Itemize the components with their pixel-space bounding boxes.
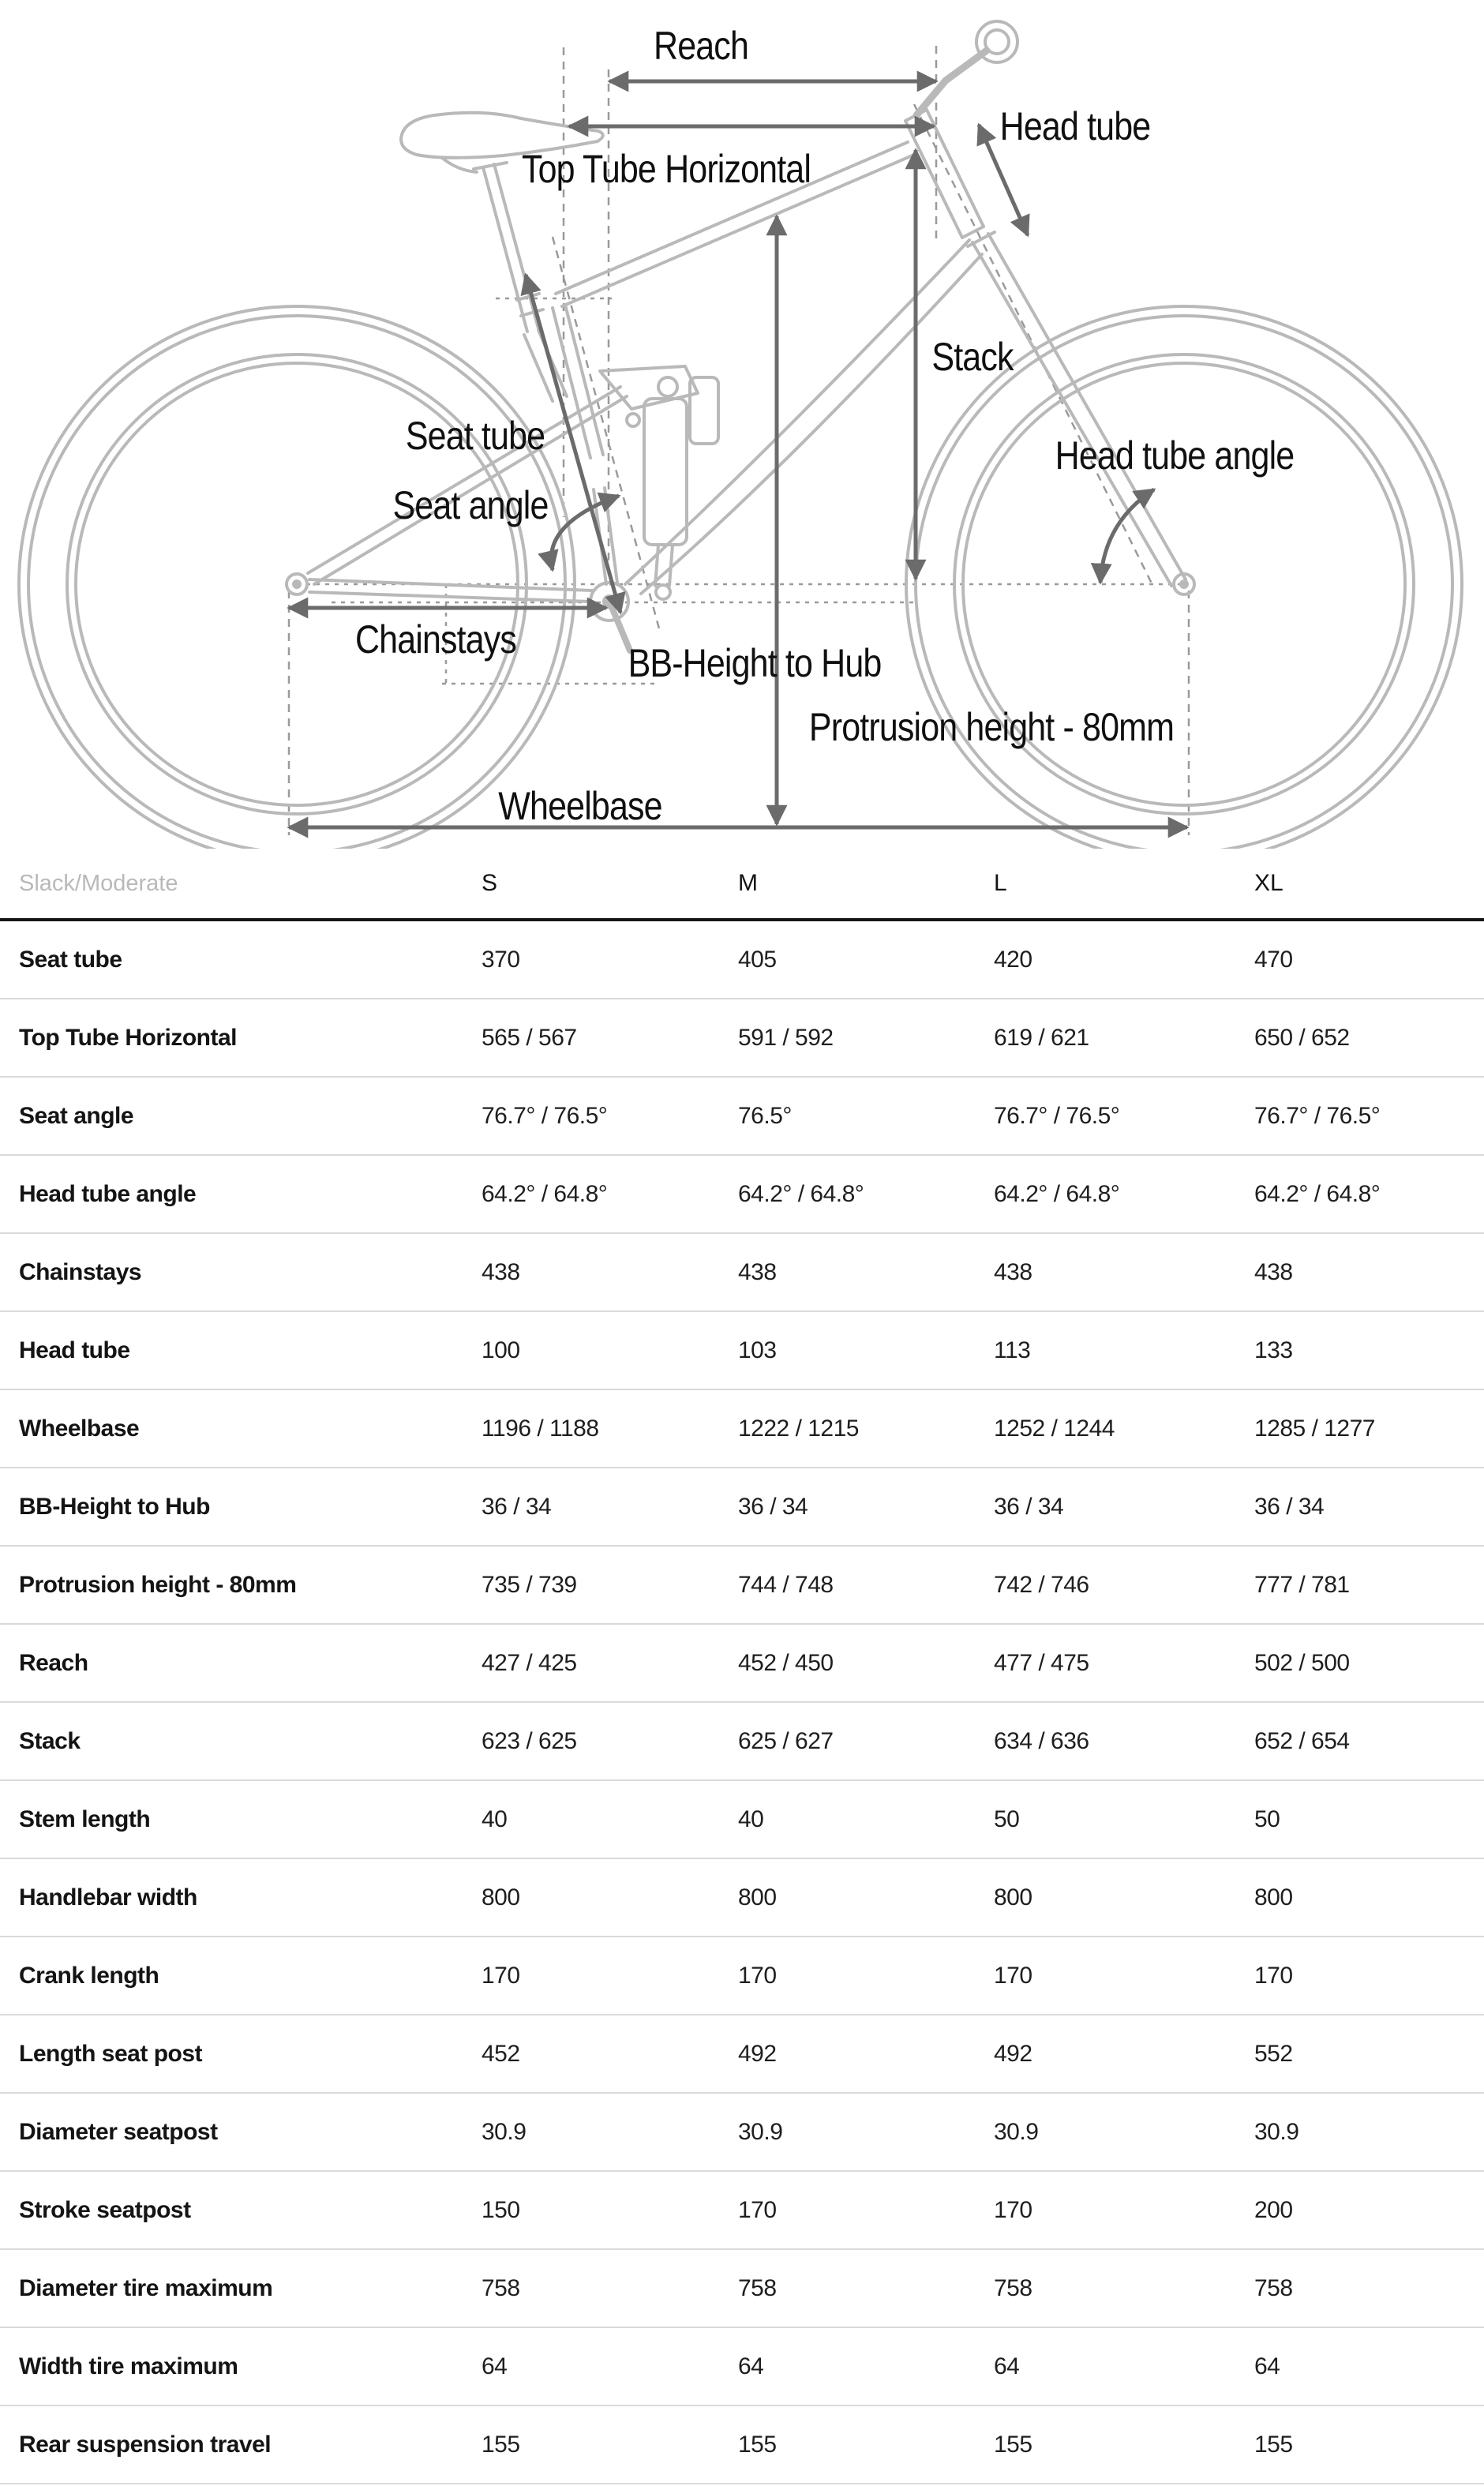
row-value-l: 800 [994,1884,1032,1910]
bike-geometry-diagram [0,0,1484,849]
row-label: Head tube [19,1337,130,1363]
row-label: Wheelbase [19,1415,140,1442]
row-value-s: 170 [482,1962,520,1989]
row-value-l: 438 [994,1258,1032,1285]
row-value-m: 758 [738,2274,777,2301]
table-row [0,1156,1484,1234]
table-row [0,921,1484,999]
row-label: Protrusion height - 80mm [19,1571,297,1598]
row-value-s: 623 / 625 [482,1727,577,1754]
row-label: Stroke seatpost [19,2196,191,2223]
row-value-s: 76.7° / 76.5° [482,1102,608,1129]
table-row [0,2250,1484,2328]
row-value-l: 36 / 34 [994,1493,1064,1520]
row-value-m: 170 [738,1962,777,1989]
row-value-m: 800 [738,1884,777,1910]
row-value-xl: 470 [1254,946,1293,973]
row-label: Seat angle [19,1102,134,1129]
row-value-s: 452 [482,2040,520,2067]
table-row [0,1078,1484,1156]
row-value-s: 370 [482,946,520,973]
row-value-s: 438 [482,1258,520,1285]
row-value-m: 170 [738,2196,777,2223]
table-row [0,1781,1484,1859]
row-value-l: 619 / 621 [994,1024,1089,1051]
row-label: Top Tube Horizontal [19,1024,238,1051]
row-value-s: 64 [482,2353,508,2379]
row-value-l: 113 [994,1337,1031,1363]
row-value-m: 76.5° [738,1102,792,1129]
row-value-xl: 650 / 652 [1254,1024,1350,1051]
row-value-m: 438 [738,1258,777,1285]
row-value-m: 64.2° / 64.8° [738,1180,864,1207]
row-value-m: 591 / 592 [738,1024,834,1051]
label-seat-tube: Seat tube [405,414,545,458]
row-value-xl: 552 [1254,2040,1293,2067]
row-value-l: 742 / 746 [994,1571,1089,1598]
row-value-m: 625 / 627 [738,1727,834,1754]
row-value-m: 452 / 450 [738,1649,834,1676]
row-value-s: 1196 / 1188 [482,1415,599,1442]
table-header-row [0,849,1484,921]
row-value-m: 492 [738,2040,777,2067]
row-value-s: 565 / 567 [482,1024,577,1051]
table-header-variant: Slack/Moderate [19,870,178,896]
row-value-s: 36 / 34 [482,1493,552,1520]
row-value-l: 492 [994,2040,1032,2067]
row-value-m: 405 [738,946,777,973]
row-value-l: 50 [994,1805,1020,1832]
size-column-header-l: L [994,870,1007,896]
row-value-xl: 133 [1254,1337,1293,1363]
table-row [0,2172,1484,2250]
row-label: Width tire maximum [19,2353,238,2379]
row-label: Diameter seatpost [19,2118,218,2145]
row-value-m: 103 [738,1337,777,1363]
label-wheelbase: Wheelbase [498,784,662,828]
head-tube-angle-arc [1100,489,1154,583]
row-value-l: 155 [994,2431,1032,2458]
row-value-l: 30.9 [994,2118,1039,2145]
row-value-m: 30.9 [738,2118,783,2145]
row-label: Chainstays [19,1258,142,1285]
row-value-xl: 758 [1254,2274,1293,2301]
row-value-m: 1222 / 1215 [738,1415,859,1442]
row-value-s: 150 [482,2196,520,2223]
row-value-l: 420 [994,946,1032,973]
label-protrusion-height: Protrusion height - 80mm [808,705,1175,749]
row-label: Handlebar width [19,1884,197,1910]
row-value-xl: 1285 / 1277 [1254,1415,1375,1442]
row-value-s: 40 [482,1805,508,1832]
row-value-xl: 30.9 [1254,2118,1299,2145]
row-value-m: 40 [738,1805,764,1832]
table-row [0,1547,1484,1625]
row-value-xl: 155 [1254,2431,1293,2458]
row-value-xl: 36 / 34 [1254,1493,1325,1520]
table-row [0,1468,1484,1547]
row-label: Reach [19,1649,88,1676]
row-value-xl: 777 / 781 [1254,1571,1350,1598]
row-value-l: 477 / 475 [994,1649,1089,1676]
row-value-m: 36 / 34 [738,1493,808,1520]
label-reach: Reach [654,24,748,68]
row-value-l: 170 [994,2196,1032,2223]
row-value-l: 170 [994,1962,1032,1989]
table-row [0,1312,1484,1390]
row-value-l: 1252 / 1244 [994,1415,1115,1442]
row-label: Crank length [19,1962,159,1989]
table-body [0,921,1484,2484]
size-column-header-s: S [482,870,498,896]
row-value-s: 758 [482,2274,520,2301]
row-value-s: 427 / 425 [482,1649,577,1676]
row-value-l: 76.7° / 76.5° [994,1102,1120,1129]
table-row [0,1703,1484,1781]
row-value-xl: 64.2° / 64.8° [1254,1180,1381,1207]
label-seat-angle: Seat angle [392,483,549,527]
row-value-xl: 800 [1254,1884,1293,1910]
row-value-s: 30.9 [482,2118,527,2145]
bike-line-drawing [0,0,1484,849]
row-value-xl: 76.7° / 76.5° [1254,1102,1381,1129]
row-value-l: 64 [994,2353,1020,2379]
row-value-xl: 200 [1254,2196,1293,2223]
table-row [0,2094,1484,2172]
table-row [0,1234,1484,1312]
row-value-m: 155 [738,2431,777,2458]
row-value-xl: 50 [1254,1805,1280,1832]
label-chainstays: Chainstays [354,617,517,662]
row-label: BB-Height to Hub [19,1493,210,1520]
label-bb-height: BB-Height to Hub [628,641,882,685]
table-row [0,1625,1484,1703]
row-value-xl: 170 [1254,1962,1293,1989]
row-label: Stem length [19,1805,151,1832]
row-value-s: 735 / 739 [482,1571,577,1598]
row-value-xl: 502 / 500 [1254,1649,1350,1676]
row-value-m: 744 / 748 [738,1571,834,1598]
geometry-table [0,849,1484,2484]
table-row [0,1859,1484,1937]
row-label: Rear suspension travel [19,2431,272,2458]
table-row [0,1390,1484,1468]
table-row [0,2015,1484,2094]
table-row [0,2406,1484,2484]
label-head-tube-angle: Head tube angle [1055,433,1295,478]
row-label: Diameter tire maximum [19,2274,273,2301]
row-value-s: 155 [482,2431,520,2458]
row-value-s: 64.2° / 64.8° [482,1180,608,1207]
row-value-xl: 438 [1254,1258,1293,1285]
table-row [0,2328,1484,2406]
row-value-l: 758 [994,2274,1032,2301]
row-value-s: 800 [482,1884,520,1910]
row-label: Length seat post [19,2040,203,2067]
row-label: Seat tube [19,946,122,973]
row-label: Head tube angle [19,1180,197,1207]
row-value-s: 100 [482,1337,520,1363]
size-column-header-xl: XL [1254,870,1284,896]
row-label: Stack [19,1727,81,1754]
row-value-l: 634 / 636 [994,1727,1089,1754]
row-value-xl: 652 / 654 [1254,1727,1350,1754]
table-row [0,1937,1484,2015]
label-top-tube: Top Tube Horizontal [521,147,811,191]
label-stack: Stack [931,335,1014,379]
size-column-header-m: M [738,870,758,896]
row-value-m: 64 [738,2353,764,2379]
row-value-l: 64.2° / 64.8° [994,1180,1120,1207]
table-row [0,999,1484,1078]
label-head-tube: Head tube [999,104,1151,148]
row-value-xl: 64 [1254,2353,1280,2379]
